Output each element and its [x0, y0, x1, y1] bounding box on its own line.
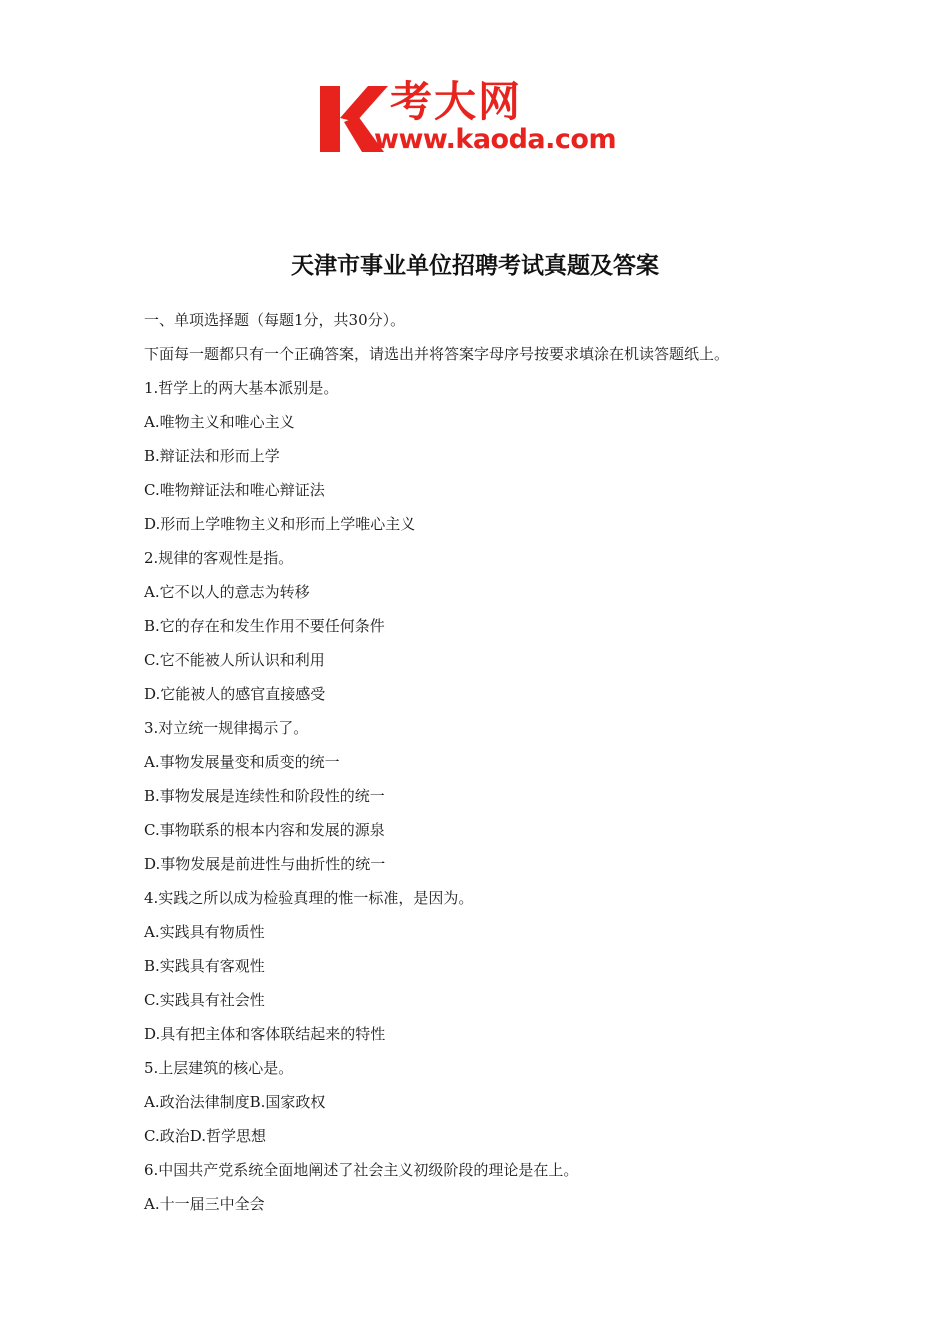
question-2-option-a: A.它不以人的意志为转移 [144, 583, 310, 601]
question-2: 2.规律的客观性是指。 [144, 549, 294, 567]
question-3-option-a: A.事物发展量变和质变的统一 [144, 753, 340, 771]
question-3-option-b: B.事物发展是连续性和阶段性的统一 [144, 787, 385, 805]
question-3: 3.对立统一规律揭示了。 [144, 719, 309, 737]
question-2-option-c: C.它不能被人所认识和利用 [144, 651, 325, 669]
question-4-option-a: A.实践具有物质性 [144, 923, 265, 941]
question-5-options-cd: C.政治D.哲学思想 [144, 1127, 266, 1145]
instruction-text: 下面每一题都只有一个正确答案，请选出并将答案字母序号按要求填涂在机读答题纸上。 [144, 345, 730, 363]
question-6-option-a: A.十一届三中全会 [144, 1195, 265, 1213]
question-4-option-c: C.实践具有社会性 [144, 991, 265, 1009]
question-1-option-a: A.唯物主义和唯心主义 [144, 413, 295, 431]
question-4-option-d: D.具有把主体和客体联结起来的特性 [144, 1025, 386, 1043]
question-1-option-c: C.唯物辩证法和唯心辩证法 [144, 481, 325, 499]
logo-url-text: www.kaoda.com [374, 124, 617, 155]
document-title: 天津市事业单位招聘考试真题及答案 [291, 252, 659, 279]
logo-chinese-text: 考大网 [390, 77, 523, 126]
question-1: 1.哲学上的两大基本派别是。 [144, 379, 339, 397]
question-1-option-b: B.辩证法和形而上学 [144, 447, 280, 465]
question-4-option-b: B.实践具有客观性 [144, 957, 265, 975]
question-5: 5.上层建筑的核心是。 [144, 1059, 294, 1077]
question-2-option-b: B.它的存在和发生作用不要任何条件 [144, 617, 385, 635]
question-3-option-d: D.事物发展是前进性与曲折性的统一 [144, 855, 386, 873]
question-5-options-ab: A.政治法律制度B.国家政权 [144, 1093, 326, 1111]
question-4: 4.实践之所以成为检验真理的惟一标准，是因为。 [144, 889, 474, 907]
question-6: 6.中国共产党系统全面地阐述了社会主义初级阶段的理论是在上。 [144, 1161, 579, 1179]
document-body [144, 303, 844, 1221]
question-1-option-d: D.形而上学唯物主义和形而上学唯心主义 [144, 515, 416, 533]
question-2-option-d: D.它能被人的感官直接感受 [144, 685, 326, 703]
question-3-option-c: C.事物联系的根本内容和发展的源泉 [144, 821, 385, 839]
section-heading: 一、单项选择题（每题1分，共30分）。 [144, 311, 406, 329]
kaoda-logo [318, 78, 638, 160]
